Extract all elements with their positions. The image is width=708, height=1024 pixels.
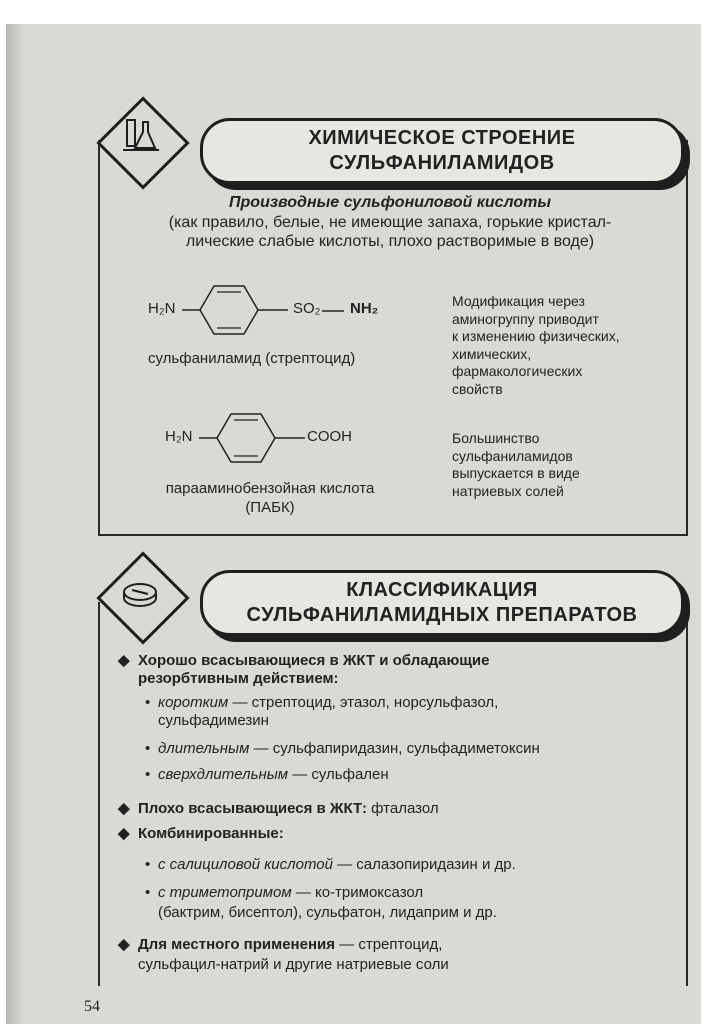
b2 [138, 800, 439, 818]
b1-line2: резорбтивным действием: [138, 670, 339, 687]
section1-title [200, 118, 684, 184]
section2-title-line2: СУЛЬФАНИЛАМИДНЫХ ПРЕПАРАТОВ [246, 604, 638, 626]
b4-bold: Для местного применения [138, 936, 335, 953]
benzene-ring-icon-2 [197, 410, 307, 466]
side1-line: фармакологических [452, 363, 583, 379]
b3-s2-italic: с триметопримом [158, 884, 292, 901]
b1-s2-rest: — сульфапиридазин, сульфадиметоксин [249, 740, 540, 757]
side1-line: к изменению физических, [452, 328, 620, 344]
b2-bold: Плохо всасывающиеся в ЖКТ: [138, 800, 367, 817]
struct2-left-group: H₂N [165, 428, 193, 445]
side2-line: натриевых солей [452, 482, 564, 499]
sub-bullet: • [145, 884, 151, 901]
section1-note-line2: лические слабые кислоты, плохо растворимые в воде) [185, 233, 595, 250]
section1-subtitle: Производные сульфониловой кислоты [229, 194, 551, 211]
b1-s1-rest: — стрептоцид, этазол, норсульфазол, [228, 694, 499, 711]
b3-s2-rest: — ко-тримоксазол [291, 884, 424, 901]
b3-s1-italic: с салициловой кислотой [158, 856, 333, 873]
bullet-diamond: ◆ [118, 825, 130, 842]
section2-title [200, 570, 684, 636]
sub-bullet: • [145, 694, 151, 711]
side1-line: Модификация через [452, 293, 585, 309]
b1-s3 [158, 766, 389, 784]
struct2-caption-line1: парааминобензойная кислота [165, 480, 375, 497]
side1-line: свойств [452, 380, 503, 397]
side1-line: химических, [452, 345, 532, 362]
bullet-diamond: ◆ [118, 800, 130, 817]
section1-note-line1: (как правило, белые, не имеющие запаха, горькие кристал- [168, 214, 612, 231]
sub-bullet: • [145, 740, 151, 757]
b1-s2 [158, 740, 540, 758]
struct1-nh2: NH₂ [350, 300, 379, 317]
b1-s3-italic: сверхдлительным [158, 766, 289, 783]
side-note-1 [452, 293, 620, 398]
b3-s1-rest: — салазопиридазин и др. [332, 856, 516, 873]
pill-tablet-icon [115, 570, 165, 620]
bullet-diamond: ◆ [118, 652, 130, 669]
side1-line: аминогруппу приводит [452, 310, 599, 327]
b1-s1-italic: коротким [158, 694, 229, 711]
bullet-diamond: ◆ [118, 936, 130, 953]
bond-line [322, 309, 346, 313]
b1-s1-line2: сульфадимезин [158, 712, 269, 729]
section2-title-line1: КЛАССИФИКАЦИЯ [346, 579, 538, 601]
b3: Комбинированные: [138, 825, 284, 842]
b2-rest: фталазол [366, 800, 439, 817]
b4-rest: — стрептоцид, [335, 936, 443, 953]
struct1-so2: SO₂ [293, 300, 321, 317]
side2-line: сульфаниламидов [452, 447, 573, 464]
struct1-caption: сульфаниламид (стрептоцид) [148, 350, 356, 367]
struct1-left-group: H₂N [148, 300, 176, 317]
sub-bullet: • [145, 766, 151, 783]
b3-s2-line2: (бактрим, бисептол), сульфатон, лидаприм и др. [158, 904, 497, 921]
b4-line2: сульфацил-натрий и другие натриевые соли [138, 956, 449, 973]
page-number: 54 [84, 998, 100, 1015]
sub-bullet: • [145, 856, 151, 873]
struct2-caption-line2: (ПАБК) [245, 499, 295, 516]
side2-line: выпускается в виде [452, 465, 580, 481]
b4 [138, 936, 442, 954]
chemistry-flask-icon [115, 112, 165, 162]
side2-line: Большинство [452, 430, 540, 446]
b3-s1 [158, 856, 516, 874]
b3-s2 [158, 884, 423, 902]
b1-s3-rest: — сульфален [288, 766, 389, 783]
b1-s1 [158, 694, 498, 712]
b1-line1: Хорошо всасывающиеся в ЖКТ и обладающие [138, 652, 490, 669]
side-note-2 [452, 430, 580, 500]
section1-title-line1: ХИМИЧЕСКОЕ СТРОЕНИЕ [308, 127, 576, 149]
struct2-cooh: COOH [307, 428, 352, 445]
b1-s2-italic: длительным [158, 740, 250, 757]
page-edge-shadow [6, 24, 24, 1024]
benzene-ring-icon [180, 282, 290, 338]
section1-title-line2: СУЛЬФАНИЛАМИДОВ [329, 152, 555, 174]
